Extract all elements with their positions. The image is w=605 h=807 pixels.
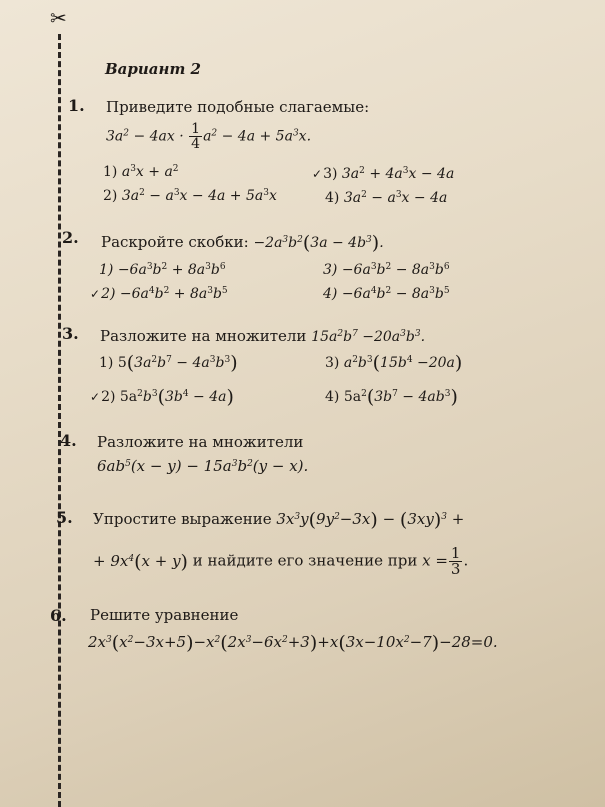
variant-title: Вариант 2 xyxy=(105,60,201,78)
task-3-expression: $15a^2b^7 -20a^3b^3$. xyxy=(311,329,426,345)
task-6-instruction: Решите уравнение xyxy=(90,606,239,624)
task-2-option-4: $4) -6a^4b^2 - 8a^3b^5$ xyxy=(323,286,450,302)
task-4-number: 4. xyxy=(60,431,77,450)
task-3-number: 3. xyxy=(62,324,79,343)
task-6-number: 6. xyxy=(50,606,67,625)
task-3-option-4: 4) $5a^2(3b^7 - 4ab^3)$ xyxy=(325,386,458,408)
pencil-checkmark-icon: ✓ xyxy=(90,287,101,301)
pencil-checkmark-icon: ✓ xyxy=(312,167,323,181)
task-3-option-2: ✓2) $5a^2b^3(3b^4 - 4a)$ xyxy=(90,386,234,408)
task-1-option-2: 2) $3a^2 - a^3x - 4a + 5a^3x$ xyxy=(103,188,277,204)
task-1-option-1: 1) $a^3x + a^2$ xyxy=(103,164,179,180)
task-1-number: 1. xyxy=(68,96,85,115)
task-3-option-3: 3) $a^2b^3(15b^4 -20a)$ xyxy=(325,352,463,374)
task-1-expression: $3a^2 - 4ax$ · $\frac{1}{4}$ $a^2 - 4a + 5a^3x$. xyxy=(106,121,312,152)
fraction: $\frac{1}{4}$ xyxy=(191,121,201,152)
task-3-instruction: Разложите на множители xyxy=(100,327,307,345)
task-4-instruction: Разложите на множители xyxy=(97,433,304,451)
task-3-line xyxy=(100,327,425,345)
cut-line xyxy=(58,34,61,807)
task-5-number: 5. xyxy=(56,508,73,527)
task-4-expression: $6ab^5(x - y) - 15a^3b^2(y - x)$. xyxy=(97,457,309,475)
task-1-instruction: Приведите подобные слагаемые: xyxy=(106,98,370,116)
fraction: $\frac{1}{3}$ xyxy=(450,544,461,578)
task-3-option-1: 1) $5(3a^2b^7 - 4a^3b^3)$ xyxy=(99,352,238,374)
task-5-expression-1: $3x^3y(9y^2-3x) - (3xy)^3$ + xyxy=(276,509,465,531)
task-2-option-1: $1) -6a^3b^2 + 8a^3b^6$ xyxy=(99,262,226,278)
task-1-option-3: ✓3) $3a^2 + 4a^3x - 4a$ xyxy=(312,166,455,182)
pencil-checkmark-icon: ✓ xyxy=(90,390,101,404)
task-2-option-3: $3) -6a^3b^2 - 8a^3b^6$ xyxy=(323,262,450,278)
task-5-instruction: Упростите выражение xyxy=(93,510,272,528)
task-5-line-2: + $9x^4(x + y)$ и найдите его значение при x = $\frac{1}{3}$ . xyxy=(93,544,469,578)
task-2-expression: $-2a^3b^2(3a - 4b^3)$. xyxy=(253,232,384,254)
task-5-suffix: и найдите его значение при xyxy=(192,551,418,570)
task-6-equation: $2x^3(x^2-3x+5)-x^2(2x^3-6x^2+3)+x(3x-10x^2-7)-28=0$. xyxy=(88,632,498,654)
task-5-expression-2: + $9x^4(x + y)$ xyxy=(93,550,188,573)
scissors-icon: ✂ xyxy=(50,6,67,30)
task-1-option-4: 4) $3a^2 - a^3x - 4a$ xyxy=(325,190,448,206)
task-5-line-1 xyxy=(93,509,464,531)
task-2-option-2: ✓2) $-6a^4b^2 + 8a^3b^5$ xyxy=(90,286,228,302)
task-2-line xyxy=(101,232,384,254)
task-2-number: 2. xyxy=(62,228,79,247)
task-2-instruction: Раскройте скобки: xyxy=(101,233,249,251)
